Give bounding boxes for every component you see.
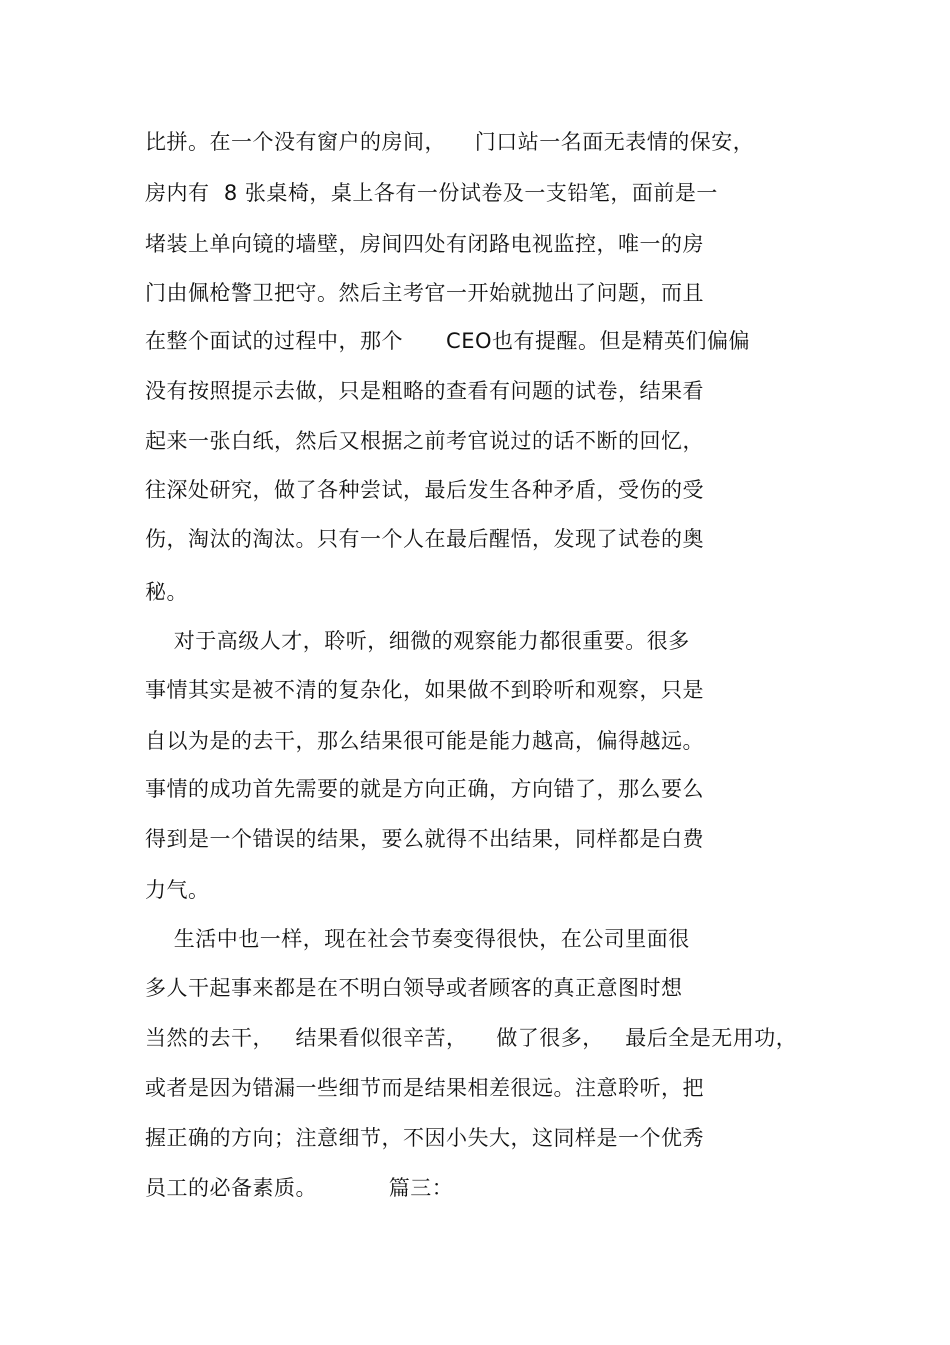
text-line: 房内有 8 张桌椅，桌上各有一份试卷及一支铅笔，面前是一 [145,181,718,205]
text-line: 得到是一个错误的结果，要么就得不出结果，同样都是白费 [145,827,704,851]
text-line: 力气。 [145,878,210,902]
text-line: 或者是因为错漏一些细节而是结果相差很远。注意聆听，把 [145,1076,704,1100]
text-line: 比拼。在一个没有窗户的房间， 门口站一名面无表情的保安， [145,130,755,154]
text-line: 事情的成功首先需要的就是方向正确，方向错了，那么要么 [145,777,704,801]
text-line: 自以为是的去干，那么结果很可能是能力越高，偏得越远。 [145,729,704,753]
text-line: 门由佩枪警卫把守。然后主考官一开始就抛出了问题，而且 [145,281,704,305]
paragraph-start-line: 生活中也一样，现在社会节奏变得很快，在公司里面很 [145,927,690,951]
text-line: 在整个面试的过程中，那个 CEO也有提醒。但是精英们偏偏 [145,329,751,353]
text-line: 堵装上单向镜的墙壁，房间四处有闭路电视监控，唯一的房 [145,232,704,256]
paragraph-start-line: 对于高级人才，聆听，细微的观察能力都很重要。很多 [145,629,690,653]
text-line: 握正确的方向；注意细节，不因小失大，这同样是一个优秀 [145,1126,704,1150]
text-line: 秘。 [145,580,188,604]
text-line: 往深处研究，做了各种尝试，最后发生各种矛盾，受伤的受 [145,478,704,502]
text-line: 伤，淘汰的淘汰。只有一个人在最后醒悟，发现了试卷的奥 [145,527,704,551]
text-line: 起来一张白纸，然后又根据之前考官说过的话不断的回忆， [145,429,704,453]
text-line: 当然的去干， 结果看似很辛苦， 做了很多， 最后全是无用功， [145,1026,798,1050]
text-line: 事情其实是被不清的复杂化，如果做不到聆听和观察，只是 [145,678,704,702]
text-line: 员工的必备素质。 篇三： [145,1176,454,1200]
text-line: 多人干起事来都是在不明白领导或者顾客的真正意图时想 [145,976,683,1000]
text-line: 没有按照提示去做，只是粗略的查看有问题的试卷，结果看 [145,379,704,403]
